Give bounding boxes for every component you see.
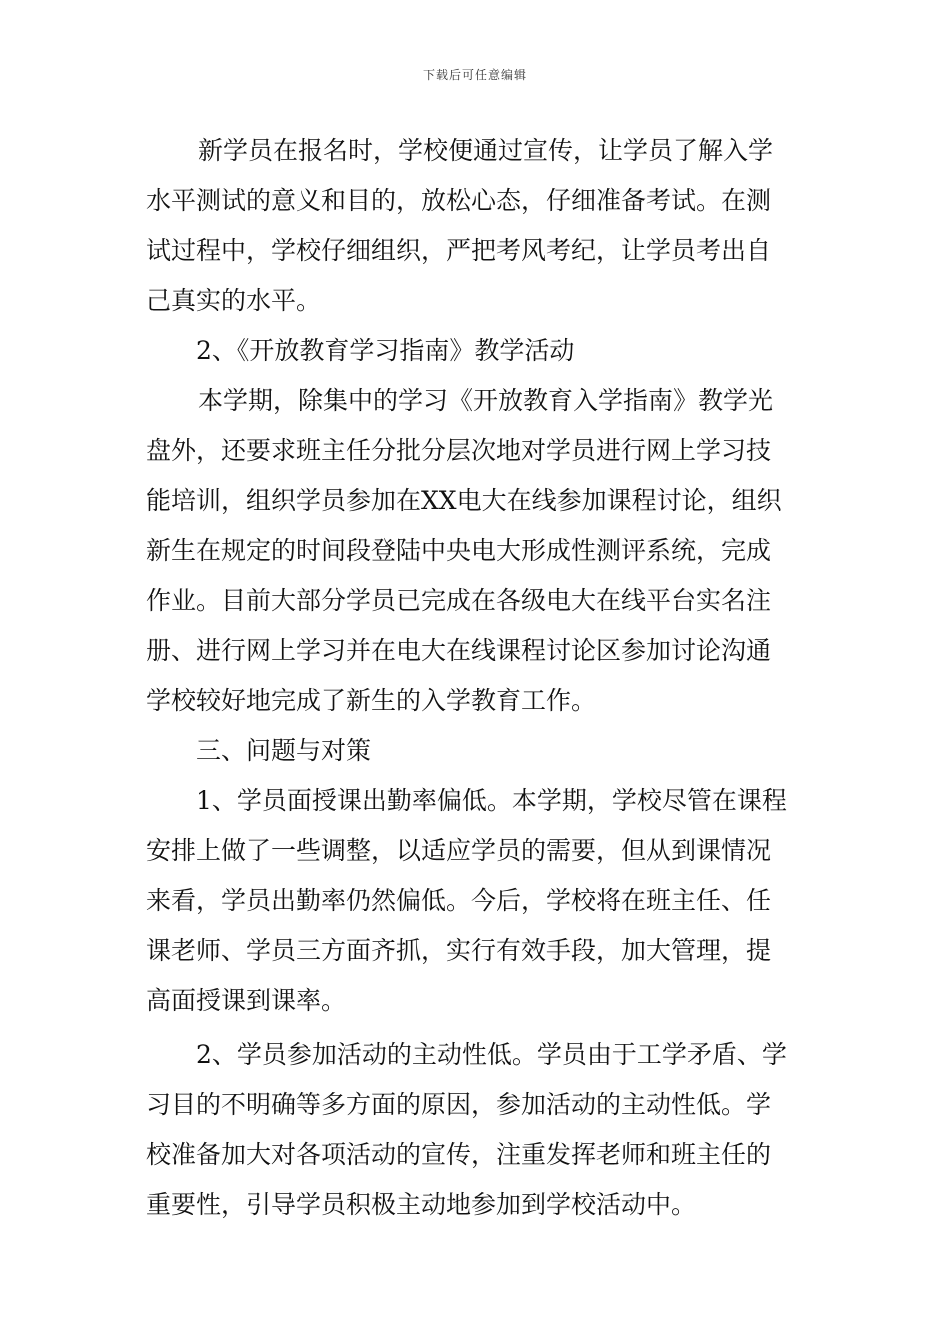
body-line: 册、进行网上学习并在电大在线课程讨论区参加讨论沟通	[146, 636, 772, 665]
body-line: 能培训，组织学员参加在XX电大在线参加课程讨论，组织	[146, 486, 782, 515]
body-line: 课老师、学员三方面齐抓，实行有效手段，加大管理，提	[146, 936, 772, 965]
body-line: 重要性，引导学员积极主动地参加到学校活动中。	[146, 1190, 697, 1219]
body-line: 校准备加大对各项活动的宣传，注重发挥老师和班主任的	[146, 1140, 772, 1169]
body-line: 2、学员参加活动的主动性低。学员由于工学矛盾、学	[196, 1040, 787, 1069]
body-line: 水平测试的意义和目的，放松心态，仔细准备考试。在测	[146, 186, 772, 215]
body-line: 作业。目前大部分学员已完成在各级电大在线平台实名注	[146, 586, 772, 615]
body-line: 新学员在报名时，学校便通过宣传，让学员了解入学	[198, 136, 774, 165]
body-line: 1、学员面授课出勤率偏低。本学期，学校尽管在课程	[196, 786, 787, 815]
body-line: 本学期，除集中的学习《开放教育入学指南》教学光	[198, 386, 774, 415]
body-line: 盘外，还要求班主任分批分层次地对学员进行网上学习技	[146, 436, 772, 465]
body-line: 学校较好地完成了新生的入学教育工作。	[146, 686, 597, 715]
body-line: 安排上做了一些调整，以适应学员的需要，但从到课情况	[146, 836, 772, 865]
body-line: 己真实的水平。	[146, 286, 322, 315]
page-header: 下载后可任意编辑	[422, 68, 527, 82]
section-heading: 2、《开放教育学习指南》教学活动	[196, 336, 575, 365]
document-body	[146, 126, 808, 1230]
section-heading: 三、问题与对策	[196, 736, 372, 765]
body-line: 试过程中，学校仔细组织，严把考风考纪，让学员考出自	[146, 236, 772, 265]
body-line: 习目的不明确等多方面的原因，参加活动的主动性低。学	[146, 1090, 772, 1119]
body-line: 高面授课到课率。	[146, 986, 347, 1015]
body-line: 新生在规定的时间段登陆中央电大形成性测评系统，完成	[146, 536, 772, 565]
body-line: 来看，学员出勤率仍然偏低。今后，学校将在班主任、任	[146, 886, 772, 915]
